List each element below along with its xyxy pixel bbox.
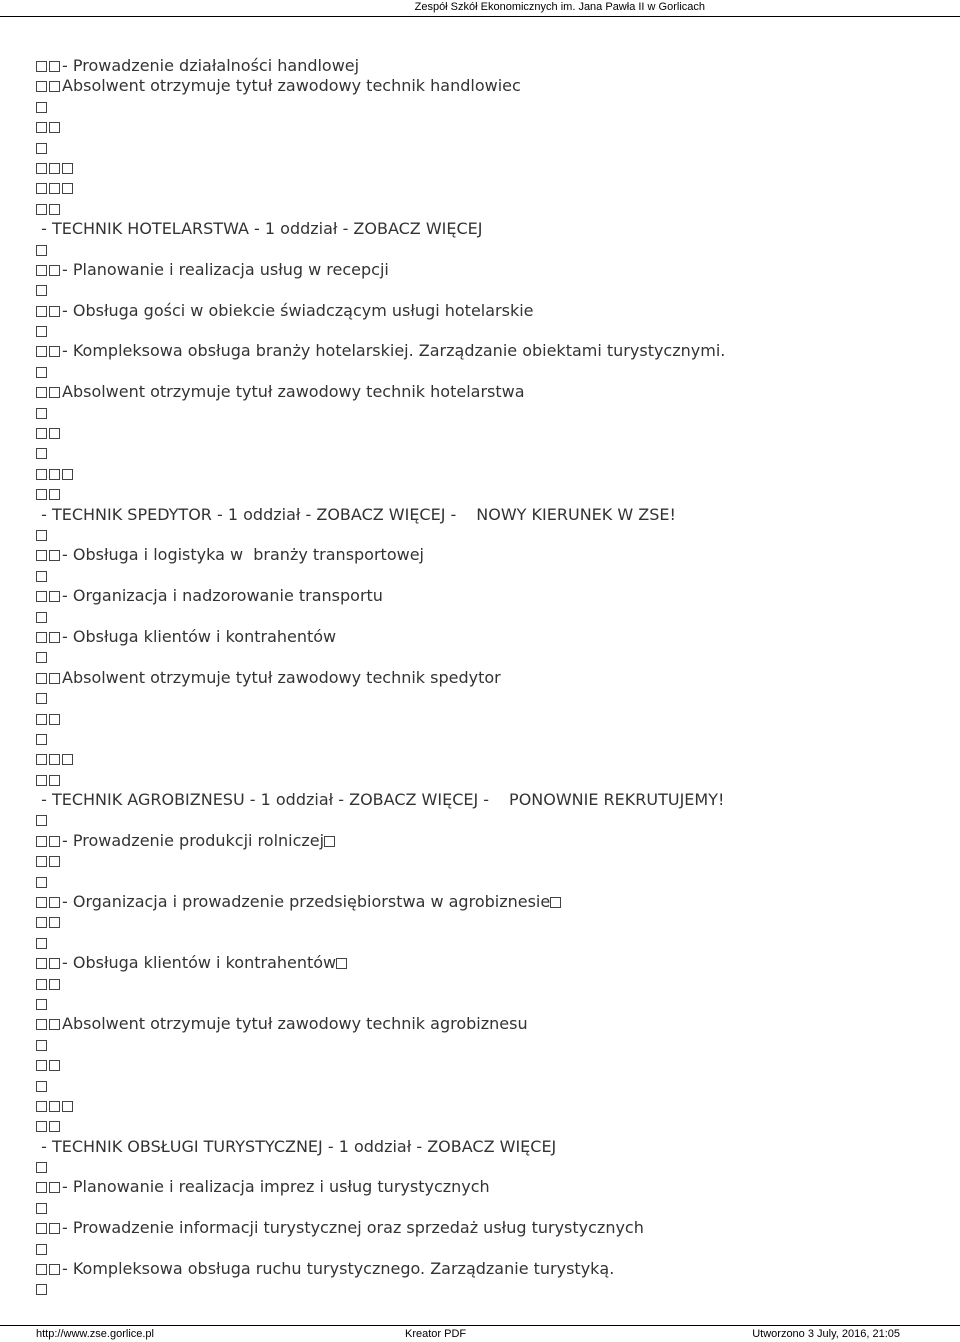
line-text: Absolwent otrzymuje tytuł zawodowy technik handlowiec: [62, 76, 521, 96]
missing-glyph-box: [49, 714, 60, 725]
line-text: - Prowadzenie informacji turystycznej oraz sprzedaż usług turystycznych: [62, 1218, 644, 1238]
line-text: - Kompleksowa obsługa ruchu turystycznego. Zarządzanie turystyką.: [62, 1259, 615, 1279]
missing-glyph-box: [49, 183, 60, 194]
missing-glyph-box: [36, 1060, 47, 1071]
page-footer: [0, 1325, 960, 1342]
missing-glyph-box: [36, 326, 47, 337]
missing-glyph-box: [36, 367, 47, 378]
missing-glyph-box: [36, 530, 47, 541]
line-text: - Planowanie i realizacja imprez i usług turystycznych: [62, 1177, 490, 1197]
missing-glyph-box: [36, 1264, 47, 1275]
missing-glyph-box: [36, 265, 47, 276]
text-line: [36, 382, 936, 402]
text-line: [36, 1137, 936, 1157]
text-line: [36, 831, 936, 851]
text-line: [36, 851, 936, 871]
text-line: [36, 647, 936, 667]
text-line: [36, 525, 936, 545]
text-line: [36, 994, 936, 1014]
missing-glyph-box: [49, 673, 60, 684]
line-text: - TECHNIK OBSŁUGI TURYSTYCZNEJ - 1 oddział - ZOBACZ WIĘCEJ: [36, 1136, 557, 1156]
missing-glyph-box: [36, 1081, 47, 1092]
text-line: [36, 1198, 936, 1218]
text-line: [36, 892, 936, 912]
text-line: [36, 158, 936, 178]
missing-glyph-box: [324, 836, 335, 847]
missing-glyph-box: [36, 856, 47, 867]
missing-glyph-box: [62, 183, 73, 194]
text-line: [36, 341, 936, 361]
text-line: [36, 1157, 936, 1177]
missing-glyph-box: [36, 469, 47, 480]
text-line: [36, 974, 936, 994]
missing-glyph-box: [36, 245, 47, 256]
missing-glyph-box: [36, 754, 47, 765]
missing-glyph-box: [36, 1284, 47, 1295]
text-line: [36, 627, 936, 647]
text-line: [36, 301, 936, 321]
text-line: [36, 1239, 936, 1259]
missing-glyph-box: [36, 815, 47, 826]
missing-glyph-box: [49, 591, 60, 602]
missing-glyph-box: [49, 265, 60, 276]
missing-glyph-box: [36, 1244, 47, 1255]
text-line: [36, 688, 936, 708]
text-line: [36, 484, 936, 504]
text-line: [36, 1259, 936, 1279]
missing-glyph-box: [49, 81, 60, 92]
text-line: [36, 1096, 936, 1116]
line-text: - Obsługa klientów i kontrahentów: [62, 626, 337, 646]
line-highlight-text: NOWY KIERUNEK W ZSE!: [476, 504, 676, 524]
text-line: [36, 1055, 936, 1075]
text-line: [36, 76, 936, 96]
missing-glyph-box: [49, 204, 60, 215]
text-line: [36, 1218, 936, 1238]
line-highlight-text: PONOWNIE REKRUTUJEMY!: [509, 790, 725, 810]
missing-glyph-box: [49, 775, 60, 786]
text-line: [36, 790, 936, 810]
page-header: [0, 0, 960, 17]
missing-glyph-box: [36, 1121, 47, 1132]
missing-glyph-box: [49, 917, 60, 928]
missing-glyph-box: [36, 102, 47, 113]
missing-glyph-box: [36, 285, 47, 296]
missing-glyph-box: [36, 836, 47, 847]
text-line: [36, 1035, 936, 1055]
text-line: [36, 219, 936, 239]
missing-glyph-box: [49, 469, 60, 480]
line-text: - TECHNIK SPEDYTOR - 1 oddział - ZOBACZ WIĘCEJ -: [36, 504, 457, 524]
missing-glyph-box: [550, 897, 561, 908]
text-line: [36, 668, 936, 688]
missing-glyph-box: [36, 1040, 47, 1051]
line-text: - Obsługa i logistyka w branży transportowej: [62, 545, 424, 565]
header-title: Zespół Szkół Ekonomicznych im. Jana Pawła II w Gorlicach: [414, 1, 705, 13]
text-line: [36, 1116, 936, 1136]
missing-glyph-box: [49, 1121, 60, 1132]
missing-glyph-box: [36, 958, 47, 969]
text-line: [36, 953, 936, 973]
text-line: [36, 280, 936, 300]
footer-url: http://www.zse.gorlice.pl: [36, 1328, 154, 1340]
missing-glyph-box: [49, 428, 60, 439]
missing-glyph-box: [49, 856, 60, 867]
missing-glyph-box: [36, 775, 47, 786]
missing-glyph-box: [49, 1019, 60, 1030]
line-text: - Obsługa klientów i kontrahentów: [62, 953, 337, 973]
missing-glyph-box: [36, 877, 47, 888]
missing-glyph-box: [49, 387, 60, 398]
text-line: [36, 912, 936, 932]
missing-glyph-box: [36, 938, 47, 949]
missing-glyph-box: [36, 714, 47, 725]
text-line: [36, 423, 936, 443]
missing-glyph-box: [36, 448, 47, 459]
missing-glyph-box: [49, 632, 60, 643]
text-line: [36, 586, 936, 606]
missing-glyph-box: [49, 1101, 60, 1112]
text-line: [36, 199, 936, 219]
missing-glyph-box: [49, 1182, 60, 1193]
missing-glyph-box: [49, 897, 60, 908]
missing-glyph-box: [36, 917, 47, 928]
line-text: Absolwent otrzymuje tytuł zawodowy technik hotelarstwa: [62, 382, 525, 402]
line-text: - Prowadzenie działalności handlowej: [62, 56, 360, 75]
missing-glyph-box: [36, 673, 47, 684]
document-body: [36, 56, 936, 1300]
missing-glyph-box: [36, 143, 47, 154]
missing-glyph-box: [49, 836, 60, 847]
missing-glyph-box: [36, 1223, 47, 1234]
line-text: Absolwent otrzymuje tytuł zawodowy technik spedytor: [62, 667, 501, 687]
line-text: - TECHNIK HOTELARSTWA - 1 oddział - ZOBACZ WIĘCEJ: [36, 219, 483, 239]
missing-glyph-box: [36, 1182, 47, 1193]
footer-creator: Kreator PDF: [405, 1328, 467, 1340]
missing-glyph-box: [62, 754, 73, 765]
missing-glyph-box: [62, 1101, 73, 1112]
missing-glyph-box: [36, 428, 47, 439]
missing-glyph-box: [36, 897, 47, 908]
missing-glyph-box: [36, 346, 47, 357]
missing-glyph-box: [49, 958, 60, 969]
missing-glyph-box: [36, 306, 47, 317]
line-text: - Planowanie i realizacja usług w recepcji: [62, 259, 389, 279]
missing-glyph-box: [49, 489, 60, 500]
missing-glyph-box: [36, 1203, 47, 1214]
missing-glyph-box: [36, 183, 47, 194]
missing-glyph-box: [36, 632, 47, 643]
text-line: [36, 749, 936, 769]
missing-glyph-box: [36, 387, 47, 398]
text-line: [36, 505, 936, 525]
text-line: [36, 260, 936, 280]
text-line: [36, 729, 936, 749]
text-line: [36, 933, 936, 953]
missing-glyph-box: [36, 408, 47, 419]
text-line: [36, 1177, 936, 1197]
line-text: - Organizacja i nadzorowanie transportu: [62, 586, 383, 606]
text-line: [36, 770, 936, 790]
missing-glyph-box: [62, 163, 73, 174]
line-text: - Obsługa gości w obiekcie świadczącym usługi hotelarskie: [62, 300, 534, 320]
missing-glyph-box: [36, 734, 47, 745]
text-line: [36, 56, 936, 76]
missing-glyph-box: [36, 489, 47, 500]
missing-glyph-box: [36, 652, 47, 663]
footer-created: Utworzono 3 July, 2016, 21:05: [752, 1328, 900, 1340]
missing-glyph-box: [49, 754, 60, 765]
text-line: [36, 810, 936, 830]
missing-glyph-box: [49, 550, 60, 561]
text-line: [36, 1279, 936, 1299]
missing-glyph-box: [49, 163, 60, 174]
missing-glyph-box: [36, 999, 47, 1010]
text-line: [36, 464, 936, 484]
missing-glyph-box: [36, 612, 47, 623]
text-line: [36, 545, 936, 565]
missing-glyph-box: [36, 1101, 47, 1112]
line-text: - TECHNIK AGROBIZNESU - 1 oddział - ZOBACZ WIĘCEJ -: [36, 790, 490, 810]
missing-glyph-box: [49, 1264, 60, 1275]
missing-glyph-box: [49, 306, 60, 317]
missing-glyph-box: [36, 1019, 47, 1030]
missing-glyph-box: [36, 1162, 47, 1173]
missing-glyph-box: [36, 204, 47, 215]
missing-glyph-box: [36, 591, 47, 602]
missing-glyph-box: [336, 958, 347, 969]
missing-glyph-box: [49, 346, 60, 357]
text-line: [36, 138, 936, 158]
missing-glyph-box: [49, 122, 60, 133]
text-line: [36, 566, 936, 586]
missing-glyph-box: [36, 163, 47, 174]
text-line: [36, 403, 936, 423]
line-text: - Prowadzenie produkcji rolniczej: [62, 830, 325, 850]
text-line: [36, 443, 936, 463]
text-line: [36, 178, 936, 198]
missing-glyph-box: [36, 693, 47, 704]
missing-glyph-box: [36, 122, 47, 133]
text-line: [36, 1014, 936, 1034]
missing-glyph-box: [36, 550, 47, 561]
missing-glyph-box: [36, 571, 47, 582]
text-line: [36, 362, 936, 382]
missing-glyph-box: [49, 61, 60, 72]
text-line: [36, 872, 936, 892]
missing-glyph-box: [36, 61, 47, 72]
missing-glyph-box: [49, 1060, 60, 1071]
line-text: Absolwent otrzymuje tytuł zawodowy technik agrobiznesu: [62, 1014, 528, 1034]
line-text: - Organizacja i prowadzenie przedsiębiorstwa w agrobiznesie: [62, 892, 551, 912]
text-line: [36, 1076, 936, 1096]
text-line: [36, 240, 936, 260]
missing-glyph-box: [49, 1223, 60, 1234]
line-text: - Kompleksowa obsługa branży hotelarskiej. Zarządzanie obiektami turystycznymi.: [62, 341, 726, 361]
text-line: [36, 117, 936, 137]
text-line: [36, 607, 936, 627]
text-line: [36, 321, 936, 341]
text-line: [36, 709, 936, 729]
missing-glyph-box: [36, 81, 47, 92]
missing-glyph-box: [62, 469, 73, 480]
text-line: [36, 97, 936, 117]
missing-glyph-box: [36, 979, 47, 990]
missing-glyph-box: [49, 979, 60, 990]
